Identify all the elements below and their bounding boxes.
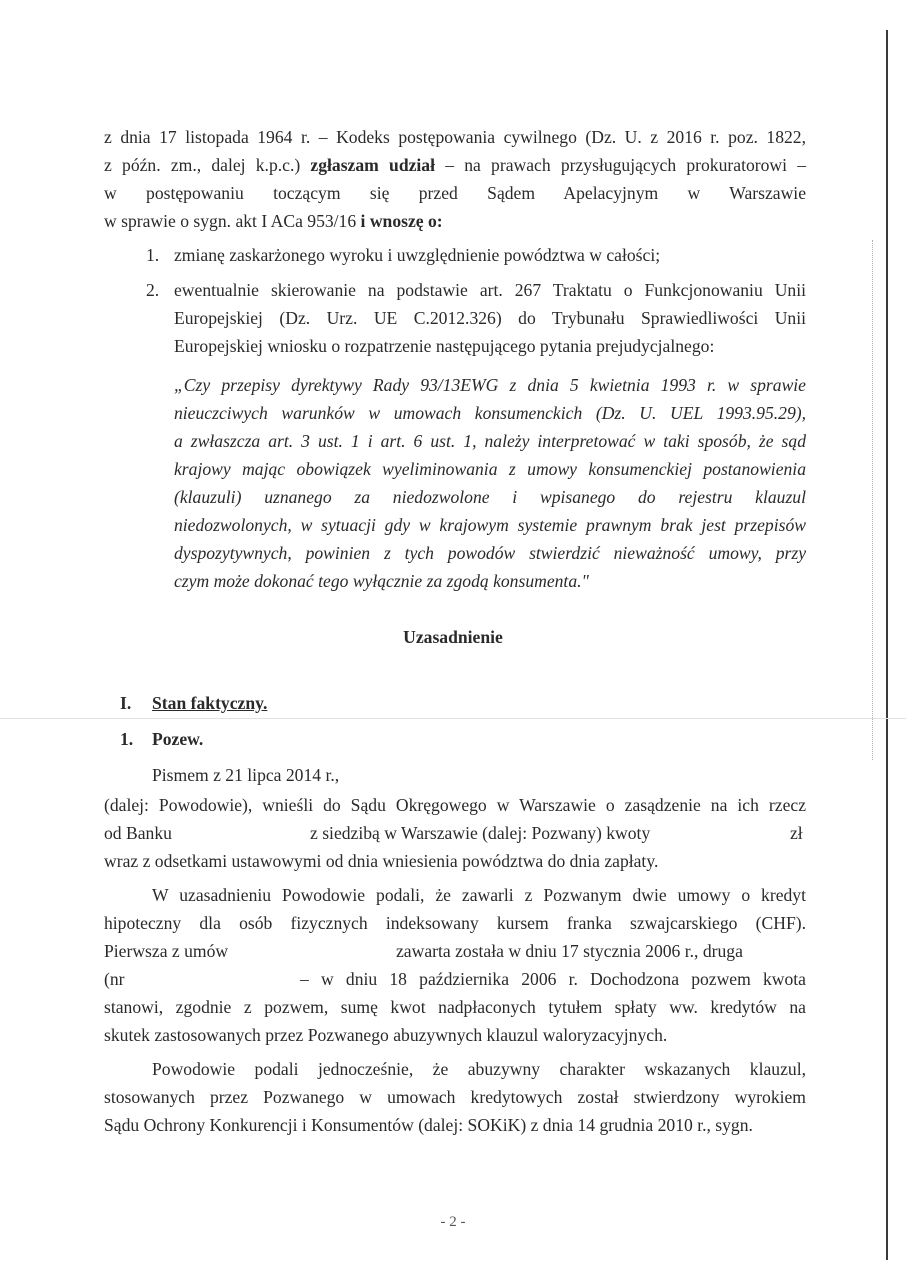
intro-line-4: w sprawie o sygn. akt I ACa 953/16 i wnoszę o: [104, 211, 443, 231]
question-line-3: a zwłaszcza art. 3 ust. 1 i art. 6 ust. 1, należy interpretować w taki sposób, że sąd [174, 431, 806, 451]
para1-line-3a: od Banku [104, 823, 172, 843]
para2-line-1: W uzasadnieniu Powodowie podali, że zawarli z Pozwanym dwie umowy o kredyt [152, 885, 806, 905]
heading-pozew: Pozew. [152, 729, 204, 749]
request-1-number: 1. [146, 245, 160, 265]
question-line-7: dyspozytywnych, powinien z tych powodów stwierdzić nieważność umowy, przy [174, 543, 806, 563]
page-number: - 2 - [440, 1214, 466, 1230]
para3-line-3: Sądu Ochrony Konkurencji i Konsumentów (dalej: SOKiK) z dnia 14 grudnia 2010 r., sygn. [104, 1115, 753, 1135]
request-2-line-2: Europejskiej (Dz. Urz. UE C.2012.326) do Trybunału Sprawiedliwości Unii [174, 308, 806, 328]
request-2-number: 2. [146, 280, 160, 300]
zgłaszam-udzial: zgłaszam udział [310, 155, 435, 175]
question-line-2: nieuczciwych warunków w umowach konsumenckich (Dz. U. UEL 1993.95.29), [174, 403, 806, 423]
para2-line-5: stanowi, zgodnie z pozwem, sumę kwot nadpłaconych tytułem spłaty ww. kredytów na [104, 997, 806, 1017]
intro-line-2: z późn. zm., dalej k.p.c.) zgłaszam udział – na prawach przysługujących prokuratorowi – [104, 155, 807, 175]
para2-line-4b: – w dniu 18 października 2006 r. Dochodzona pozwem kwota [300, 969, 806, 989]
para2-line-4a: (nr [104, 969, 125, 989]
para2-line-3b: zawarta została w dniu 17 stycznia 2006 r., druga [396, 941, 743, 961]
section-title: Uzasadnienie [403, 627, 503, 647]
question-line-4: krajowy mając obowiązek wyeliminowania z umowy konsumenckiej postanowienia [174, 459, 806, 479]
para1-line-4: wraz z odsetkami ustawowymi od dnia wniesienia powództwa do dnia zapłaty. [104, 851, 659, 871]
request-2-line-1: ewentualnie skierowanie na podstawie art. 267 Traktatu o Funkcjonowaniu Unii [174, 280, 806, 300]
para2-line-2: hipoteczny dla osób fizycznych indeksowany kursem franka szwajcarskiego (CHF). [104, 913, 806, 933]
question-line-1: „Czy przepisy dyrektywy Rady 93/13EWG z dnia 5 kwietnia 1993 r. w sprawie [174, 375, 806, 395]
para1-line-1: Pismem z 21 lipca 2014 r., [152, 765, 340, 785]
question-line-6: niedozwolonych, w sytuacji gdy w krajowym systemie prawnym brak jest przepisów [174, 515, 806, 535]
intro-line-3: w postępowaniu toczącym się przed Sądem Apelacyjnym w Warszawie [104, 183, 806, 203]
intro-line-1: z dnia 17 listopada 1964 r. – Kodeks postępowania cywilnego (Dz. U. z 2016 r. poz. 1822, [104, 127, 806, 147]
heading-stan-faktyczny: Stan faktyczny. [152, 693, 268, 713]
heading-sub-number: 1. [120, 729, 134, 749]
question-line-8: czym może dokonać tego wyłącznie za zgodą konsumenta." [174, 571, 589, 591]
wnosze-o: i wnoszę o: [360, 211, 443, 231]
question-line-5: (klauzuli) uznanego za niedozwolone i wpisanego do rejestru klauzul [174, 487, 806, 507]
heading-roman-number: I. [120, 693, 132, 713]
para1-line-2: (dalej: Powodowie), wnieśli do Sądu Okręgowego w Warszawie o zasądzenie na ich rzecz [104, 795, 806, 815]
para2-line-3a: Pierwsza z umów [104, 941, 229, 961]
para3-line-2: stosowanych przez Pozwanego w umowach kredytowych został stwierdzony wyrokiem [104, 1087, 806, 1107]
request-2-line-3: Europejskiej wniosku o rozpatrzenie następującego pytania prejudycjalnego: [174, 336, 715, 356]
request-1-text: zmianę zaskarżonego wyroku i uwzględnienie powództwa w całości; [174, 245, 661, 265]
para1-line-3b: z siedzibą w Warszawie (dalej: Pozwany) kwoty [310, 823, 651, 843]
para1-line-3c: zł [790, 823, 803, 843]
para3-line-1: Powodowie podali jednocześnie, że abuzywny charakter wskazanych klauzul, [152, 1059, 806, 1079]
para2-line-6: skutek zastosowanych przez Pozwanego abuzywnych klauzul waloryzacyjnych. [104, 1025, 668, 1045]
